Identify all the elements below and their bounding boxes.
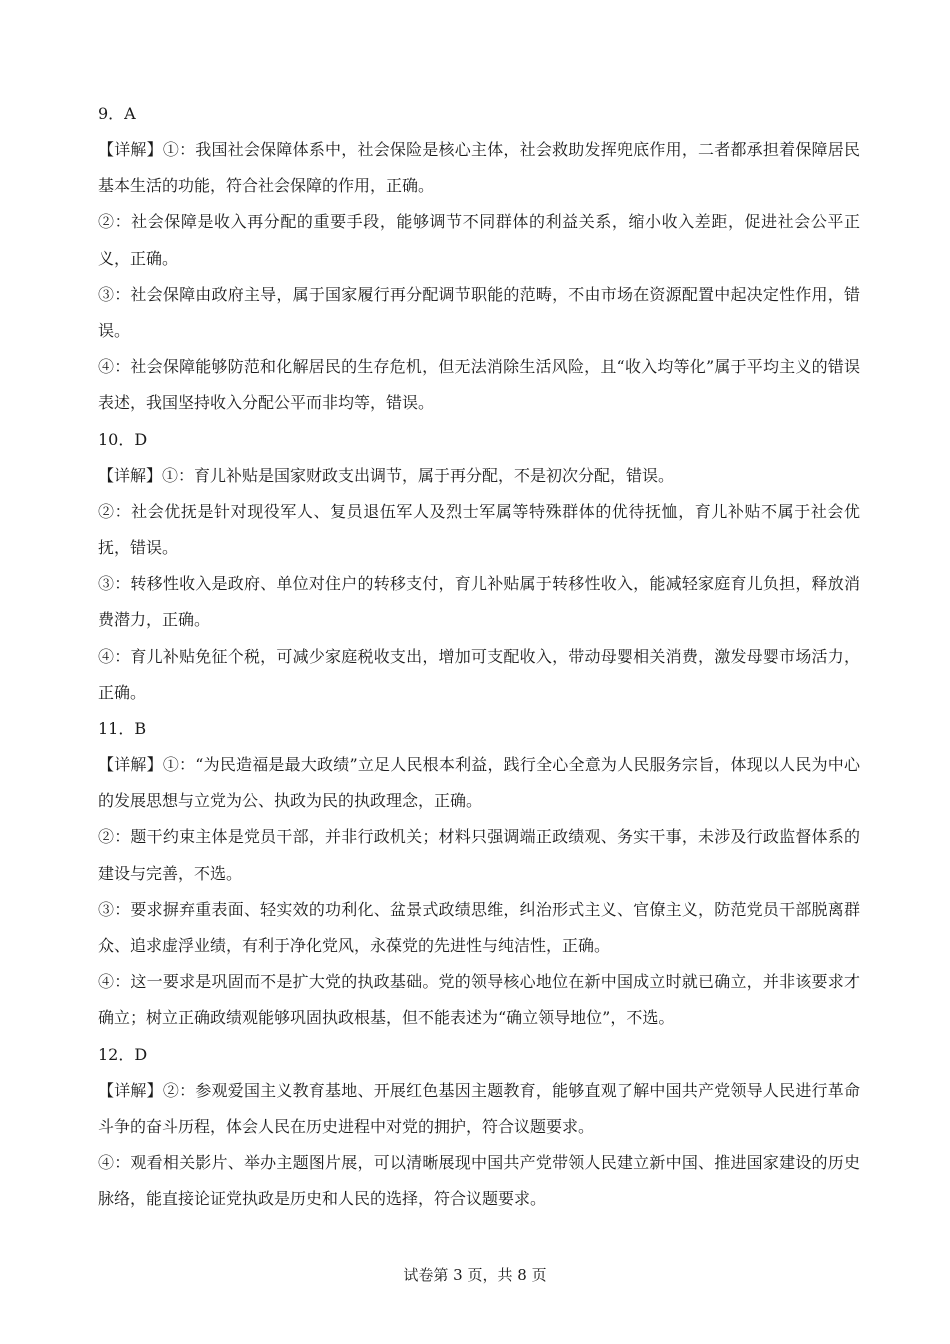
question-number: 12．D [98,1044,148,1064]
explanation-paragraph: 【详解】①：“为民造福是最大政绩”立足人民根本利益，践行全心全意为人民服务宗旨，体现以人民为中心的发展思想与立党为公、执政为民的执政理念，正确。 [98,755,860,811]
page-footer: 试卷第 3 页，共 8 页 [403,1266,547,1284]
question-number: 9．A [98,104,136,123]
explanation-paragraph: ②：社会优抚是针对现役军人、复员退伍军人及烈士军属等特殊群体的优待抚恤，育儿补贴不属于社会优抚，错误。 [98,501,860,558]
explanation-paragraph: ③：转移性收入是政府、单位对住户的转移支付，育儿补贴属于转移性收入，能减轻家庭育儿负担，释放消费潜力，正确。 [98,574,860,630]
explanation-paragraph: ③：社会保障由政府主导，属于国家履行再分配调节职能的范畴，不由市场在资源配置中起决定性作用，错误。 [98,284,860,341]
explanation-paragraph: ④：观看相关影片、举办主题图片展，可以清晰展现中国共产党带领人民建立新中国、推进国家建设的历史脉络，能直接论证党执政是历史和人民的选择，符合议题要求。 [98,1153,860,1209]
answer-page [98,96,860,1217]
question-number: 10．D [98,429,148,449]
question-number: 11．B [98,719,147,739]
explanation-paragraph: 【详解】①：我国社会保障体系中，社会保险是核心主体，社会救助发挥兜底作用，二者都承担着保障居民基本生活的功能，符合社会保障的作用，正确。 [98,140,860,196]
explanation-paragraph: ④：社会保障能够防范和化解居民的生存危机，但无法消除生活风险，且“收入均等化”属于平均主义的错误表述，我国坚持收入分配公平而非均等，错误。 [98,357,860,413]
question-10 [98,422,860,711]
explanation-paragraph: ④：这一要求是巩固而不是扩大党的执政基础。党的领导核心地位在新中国成立时就已确立，并非该要求才确立；树立正确政绩观能够巩固执政根基，但不能表述为“确立领导地位”，不选。 [98,972,860,1028]
explanation-paragraph: ③：要求摒弃重表面、轻实效的功利化、盆景式政绩思维，纠治形式主义、官僚主义，防范党员干部脱离群众、追求虚浮业绩，有利于净化党风，永葆党的先进性与纯洁性，正确。 [98,899,860,956]
explanation-paragraph: ④：育儿补贴免征个税，可减少家庭税收支出，增加可支配收入，带动母婴相关消费，激发母婴市场活力，正确。 [98,646,860,702]
explanation-paragraph: 【详解】①：育儿补贴是国家财政支出调节，属于再分配，不是初次分配，错误。 [98,465,675,485]
question-9 [98,96,860,422]
explanation-paragraph: ②：题干约束主体是党员干部，并非行政机关；材料只强调端正政绩观、务实干事，未涉及行政监督体系的建设与完善，不选。 [98,827,860,883]
question-12 [98,1037,860,1218]
explanation-paragraph: ②：社会保障是收入再分配的重要手段，能够调节不同群体的利益关系，缩小收入差距，促进社会公平正义，正确。 [98,212,860,268]
question-11 [98,711,860,1037]
explanation-paragraph: 【详解】②：参观爱国主义教育基地、开展红色基因主题教育，能够直观了解中国共产党领导人民进行革命斗争的奋斗历程，体会人民在历史进程中对党的拥护，符合议题要求。 [98,1080,860,1136]
